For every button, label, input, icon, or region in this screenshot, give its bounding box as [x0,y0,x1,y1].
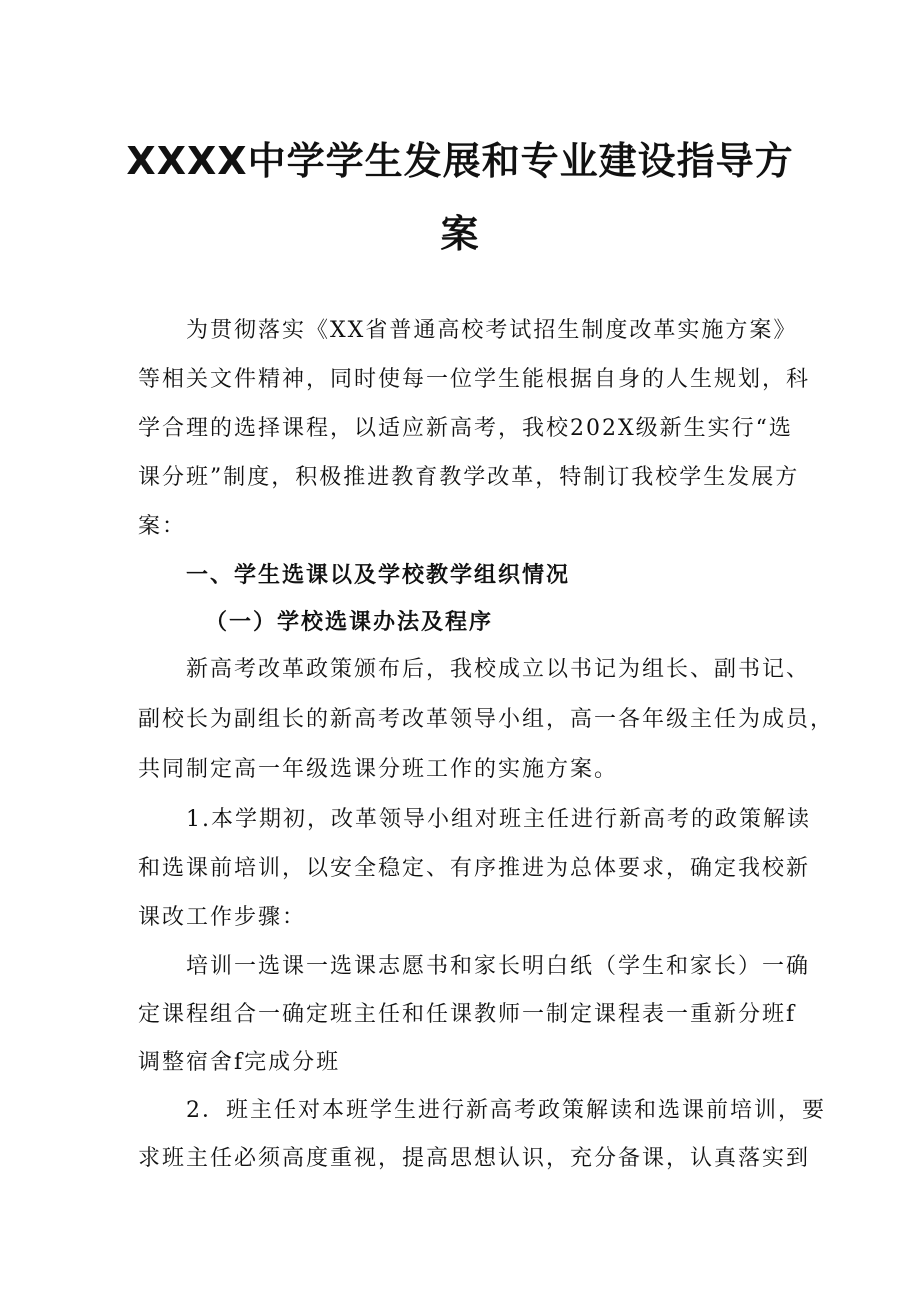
paragraph-line: 定课程组合一确定班主任和任课教师一制定课程表一重新分班f [138,1002,797,1027]
paragraph-line: 案： [138,514,187,539]
paragraph-line: 副校长为副组长的新高考改革领导小组，高一各年级主任为成员， [138,707,835,732]
paragraph-line: 调整宿舍f完成分班 [138,1050,341,1075]
document-title-line-2: 案 [440,212,480,256]
document-title-line-1: XXXX中学学生发展和专业建设指导方 [126,139,794,183]
section-heading-1: 一、学生选课以及学校教学组织情况 [186,563,571,588]
subsection-heading-1: （一）学校选课办法及程序 [205,610,494,635]
paragraph-line: 新高考改革政策颁布后，我校成立以书记为组长、副书记、 [186,657,811,682]
paragraph-line: 为贯彻落实《XX省普通高校考试招生制度改革实施方案》 [186,318,798,343]
paragraph-line: 2．班主任对本班学生进行新高考政策解读和选课前培训，要 [186,1098,826,1123]
paragraph-line: 课分班”制度，积极推进教育教学改革，特制订我校学生发展方 [138,465,800,490]
paragraph-line: 课改工作步骤： [138,905,307,930]
paragraph-line: 共同制定高一年级选课分班工作的实施方案。 [138,757,619,782]
paragraph-line: 学合理的选择课程，以适应新高考，我校202X级新生实行“选 [138,416,793,441]
paragraph-line: 培训一选课一选课志愿书和家长明白纸（学生和家长）一确 [186,954,811,979]
paragraph-line: 和选课前培训，以安全稳定、有序推进为总体要求，确定我校新 [138,856,811,881]
paragraph-line: 等相关文件精神，同时使每一位学生能根据自身的人生规划，科 [138,367,811,392]
paragraph-line: 1.本学期初，改革领导小组对班主任进行新高考的政策解读 [186,807,811,832]
paragraph-line: 求班主任必须高度重视，提高思想认识，充分备课，认真落实到 [138,1146,811,1171]
